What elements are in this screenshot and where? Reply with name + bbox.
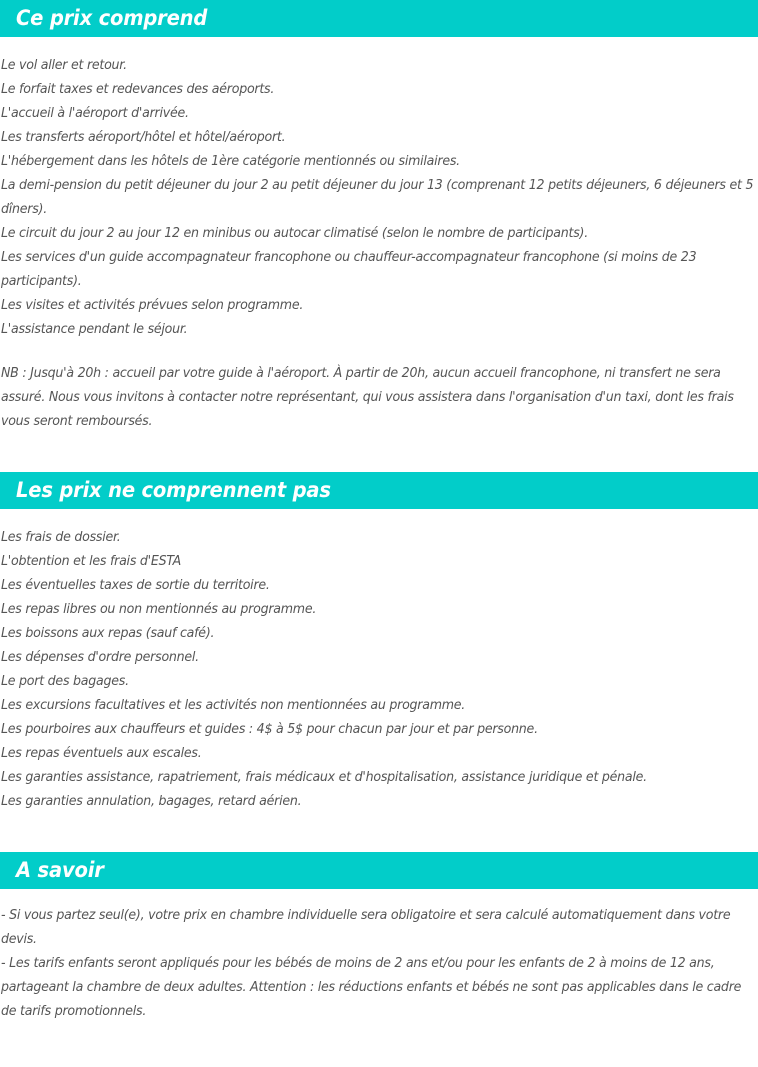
- list-item: L'hébergement dans les hôtels de 1ère catégorie mentionnés ou similaires.: [1, 154, 460, 169]
- list-item: Les boissons aux repas (sauf café).: [1, 626, 215, 641]
- list-item: Le vol aller et retour.: [1, 58, 127, 73]
- list-item: Les transferts aéroport/hôtel et hôtel/aéroport.: [1, 130, 286, 145]
- spacer: [0, 509, 758, 526]
- list-item: Le port des bagages.: [1, 674, 129, 689]
- list-item: - Si vous partez seul(e), votre prix en chambre individuelle sera obligatoire et sera calculé automatiquement dans votre devis.: [1, 908, 731, 947]
- section-header-a-savoir: [0, 852, 758, 889]
- spacer: [0, 889, 758, 904]
- list-item: La demi-pension du petit déjeuner du jour 2 au petit déjeuner du jour 13 (comprenant 12 petits déjeuners, 6 déjeuners et 5 dîners).: [1, 178, 754, 217]
- section-body-a-savoir: [0, 904, 758, 1024]
- list-item: Le circuit du jour 2 au jour 12 en minibus ou autocar climatisé (selon le nombre de participants).: [1, 226, 588, 241]
- section-title: A savoir: [16, 857, 104, 882]
- list-item: Les garanties assistance, rapatriement, frais médicaux et d'hospitalisation, assistance juridique et pénale.: [1, 770, 647, 785]
- spacer: [0, 434, 758, 472]
- list-item: Les services d'un guide accompagnateur francophone ou chauffeur-accompagnateur francophone (si moins de 23 participants).: [1, 250, 697, 289]
- section-body-les-prix-ne-comprennent-pas: [0, 526, 758, 814]
- list-item: Les excursions facultatives et les activités non mentionnées au programme.: [1, 698, 466, 713]
- list-item: Les visites et activités prévues selon programme.: [1, 298, 304, 313]
- section-body-ce-prix-comprend: [0, 54, 758, 434]
- spacer: [1, 342, 756, 362]
- list-item: L'accueil à l'aéroport d'arrivée.: [1, 106, 189, 121]
- list-item: Les dépenses d'ordre personnel.: [1, 650, 199, 665]
- list-item: L'obtention et les frais d'ESTA: [1, 554, 182, 569]
- list-item: - Les tarifs enfants seront appliqués pour les bébés de moins de 2 ans et/ou pour les enfants de 2 à moins de 12 ans, partageant la chambre de deux adultes. Attention : les réductions enfants et bébés ne sont pas applicables dans le cadre de tarifs promotionnels.: [1, 956, 742, 1019]
- section-title: Les prix ne comprennent pas: [16, 477, 331, 502]
- section-header-les-prix-ne-comprennent-pas: [0, 472, 758, 509]
- section-header-ce-prix-comprend: [0, 0, 758, 37]
- list-item: Le forfait taxes et redevances des aéroports.: [1, 82, 275, 97]
- list-item: L'assistance pendant le séjour.: [1, 322, 188, 337]
- list-item: Les frais de dossier.: [1, 530, 121, 545]
- section-title: Ce prix comprend: [16, 5, 208, 30]
- list-item: Les repas libres ou non mentionnés au programme.: [1, 602, 317, 617]
- spacer: [0, 37, 758, 54]
- list-item: Les éventuelles taxes de sortie du territoire.: [1, 578, 270, 593]
- list-item: Les garanties annulation, bagages, retard aérien.: [1, 794, 302, 809]
- section-note: NB : Jusqu'à 20h : accueil par votre guide à l'aéroport. À partir de 20h, aucun accueil francophone, ni transfert ne sera assuré. Nous vous invitons à contacter notre représentant, qui vous assistera dans l'organisation d'un taxi, dont les frais vous seront remboursés.: [1, 366, 734, 429]
- list-item: Les repas éventuels aux escales.: [1, 746, 202, 761]
- spacer: [0, 814, 758, 852]
- list-item: Les pourboires aux chauffeurs et guides : 4$ à 5$ pour chacun par jour et par personne.: [1, 722, 538, 737]
